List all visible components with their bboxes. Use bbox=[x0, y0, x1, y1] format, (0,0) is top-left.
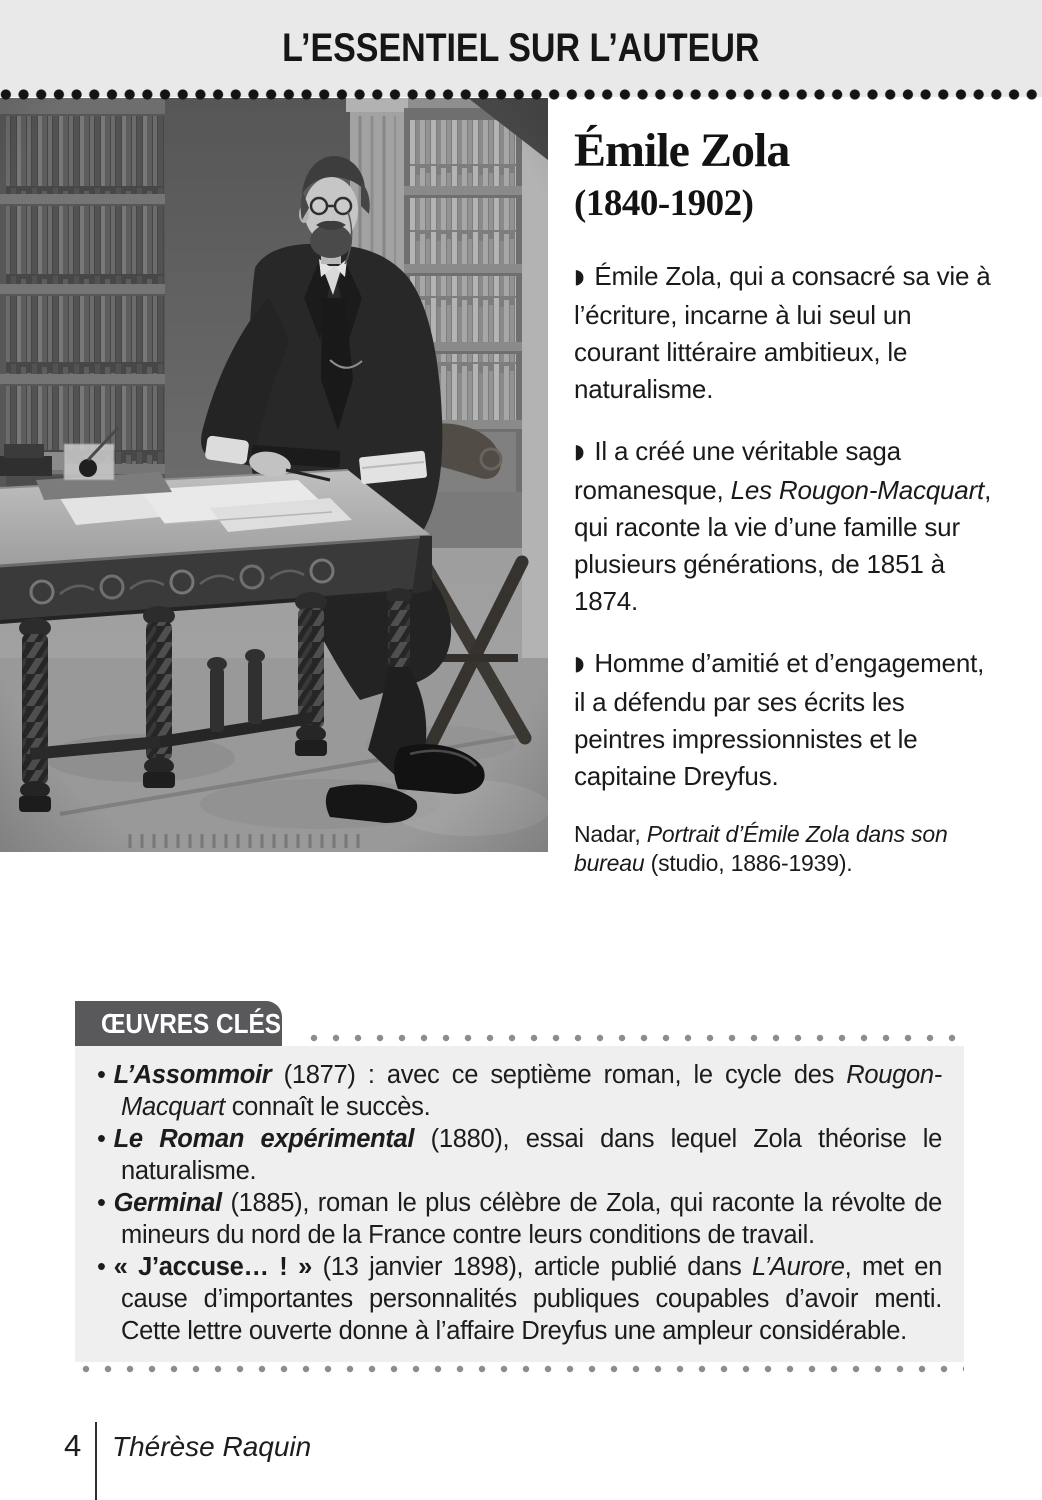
half-circle-bullet-icon: ◗ bbox=[574, 650, 585, 675]
dotted-border-top bbox=[303, 1034, 964, 1042]
author-dates: (1840-1902) bbox=[574, 182, 754, 224]
half-circle-bullet-icon: ◗ bbox=[574, 438, 585, 463]
dotted-separator bbox=[0, 88, 1042, 101]
bullet-icon: • bbox=[97, 1253, 106, 1281]
work-item-text: L’Assommoir (1877) : avec ce septième roman, le cycle des Rougon-Macquart connaît le succès. bbox=[113, 1061, 942, 1121]
work-item-text: Le Roman expérimental (1880), essai dans lequel Zola théorise le naturalisme. bbox=[113, 1125, 943, 1185]
caption-text: Nadar, Portrait d’Émile Zola dans son bureau (studio, 1886-1939). bbox=[574, 820, 948, 876]
author-bullets bbox=[574, 258, 994, 795]
key-works-section bbox=[75, 1001, 964, 1373]
photo-caption bbox=[574, 820, 994, 878]
bullet-text: Il a créé une véritable saga romanesque, Les Rougon-Macquart, qui raconte la vie d’une famille sur plusieurs générations, de 1851 à 1874. bbox=[574, 435, 992, 616]
half-circle-bullet-icon: ◗ bbox=[574, 263, 585, 288]
work-item-text: « J’accuse… ! » (13 janvier 1898), article publié dans L’Aurore, met en cause d’importantes personnalités publiques coupables d’avoir menti. Cette lettre ouverte donne à l’affaire Dreyfus une ampleur considérable. bbox=[113, 1253, 942, 1345]
bullet-icon: • bbox=[97, 1189, 106, 1217]
key-works-tab bbox=[75, 1001, 282, 1046]
page-title: L’ESSENTIEL SUR L’AUTEUR bbox=[282, 26, 760, 70]
header-band bbox=[0, 0, 1042, 97]
author-bullet bbox=[574, 433, 994, 620]
work-item bbox=[97, 1251, 942, 1347]
bullet-text: Homme d’amitié et d’engagement, il a défendu par ses écrits les peintres impressionnistes et le capitaine Dreyfus. bbox=[574, 647, 985, 791]
work-item bbox=[97, 1059, 942, 1123]
bullet-text: Émile Zola, qui a consacré sa vie à l’écriture, incarne à lui seul un courant littéraire ambitieux, le naturalisme. bbox=[574, 260, 991, 404]
dotted-border-bottom bbox=[75, 1365, 964, 1373]
work-item bbox=[97, 1123, 942, 1187]
page-number: 4 bbox=[64, 1428, 82, 1463]
author-column bbox=[574, 126, 994, 878]
key-works-label: ŒUVRES CLÉS bbox=[101, 1007, 282, 1039]
bullet-icon: • bbox=[97, 1125, 106, 1153]
book-title: Thérèse Raquin bbox=[112, 1431, 312, 1462]
bullet-icon: • bbox=[97, 1061, 106, 1089]
photo-illustration bbox=[0, 98, 548, 852]
work-item bbox=[97, 1187, 942, 1251]
author-bullet bbox=[574, 258, 994, 408]
author-bullet bbox=[574, 645, 994, 795]
work-item-text: Germinal (1885), roman le plus célèbre de Zola, qui raconte la révolte de mineurs du nord de la France contre leurs conditions de travail. bbox=[113, 1189, 942, 1249]
footer-divider bbox=[95, 1422, 97, 1500]
author-name: Émile Zola bbox=[574, 124, 790, 177]
author-photo bbox=[0, 98, 548, 852]
key-works-box bbox=[75, 1046, 964, 1362]
